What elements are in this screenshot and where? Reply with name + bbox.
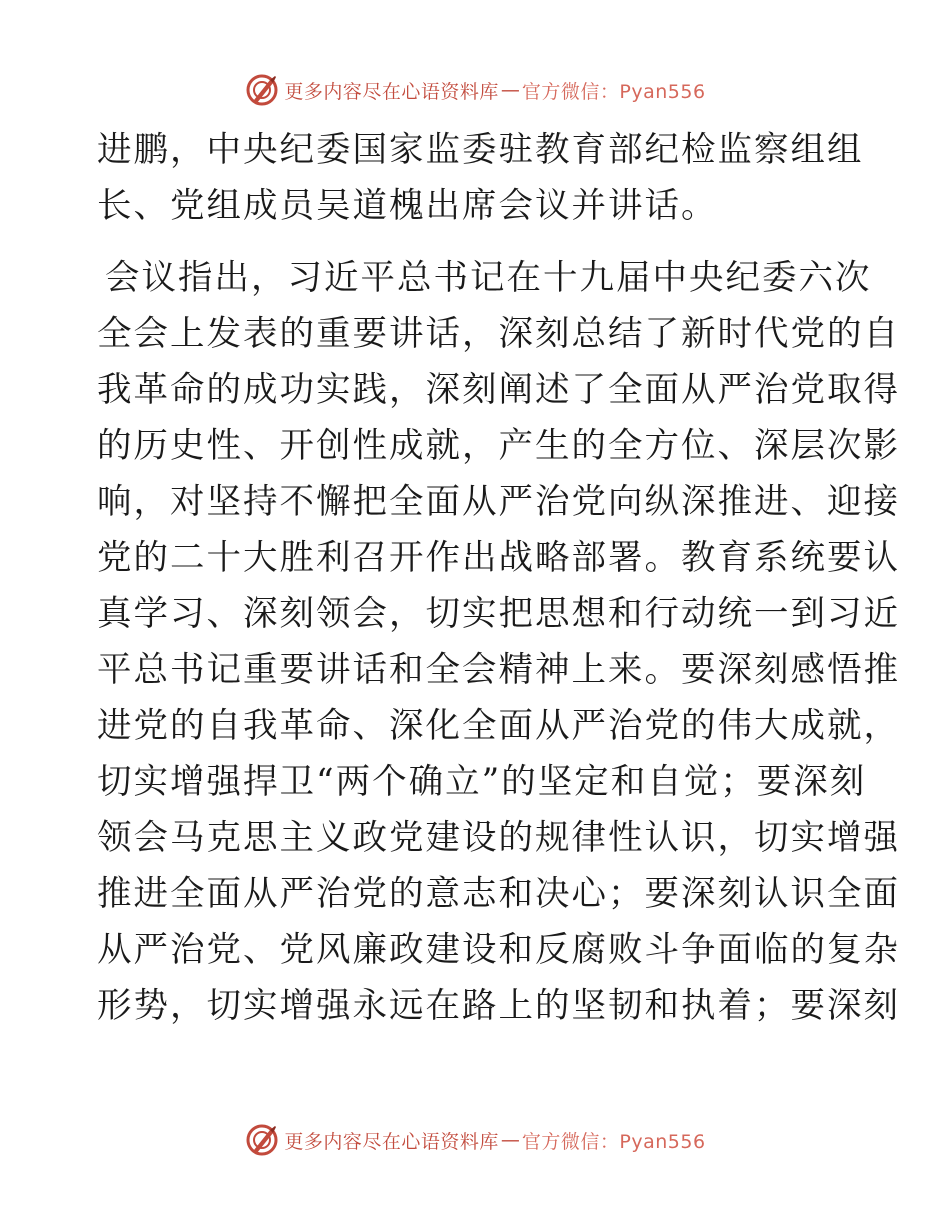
text-line: 我革命的成功实践，深刻阐述了全面从严治党取得 <box>97 370 900 410</box>
text-line: 进鹏，中央纪委国家监委驻教育部纪检监察组组 <box>97 130 864 170</box>
text-line: 响，对坚持不懈把全面从严治党向纵深推进、迎接 <box>97 482 900 522</box>
text-line: 切实增强捍卫“两个确立”的坚定和自觉；要深刻 <box>97 762 867 802</box>
text-line: 进党的自我革命、深化全面从严治党的伟大成就， <box>97 706 900 746</box>
text-line: 从严治党、党风廉政建设和反腐败斗争面临的复杂 <box>97 930 900 970</box>
banner-text: 更多内容尽在心语资料库 <box>284 1130 499 1153</box>
header-banner <box>0 70 950 110</box>
text-line: 领会马克思主义政党建设的规律性认识，切实增强 <box>97 818 900 858</box>
text-line: 形势，切实增强永远在路上的坚韧和执着；要深刻 <box>97 986 900 1026</box>
paragraph-1 <box>97 122 864 234</box>
text-line: 全会上发表的重要讲话，深刻总结了新时代党的自 <box>97 314 900 354</box>
banner-contact: 官方微信：Pyan556 <box>521 1130 706 1153</box>
logo-icon <box>244 1122 280 1158</box>
banner-separator: — <box>500 1129 520 1151</box>
banner-text: 更多内容尽在心语资料库 <box>284 80 499 103</box>
text-line: 党的二十大胜利召开作出战略部署。教育系统要认 <box>97 538 900 578</box>
document-body <box>97 122 900 1034</box>
banner-contact: 官方微信：Pyan556 <box>521 80 706 103</box>
footer-banner <box>0 1120 950 1160</box>
banner-separator: — <box>500 79 520 101</box>
paragraph-2 <box>97 250 900 1034</box>
text-line: 会议指出，习近平总书记在十九届中央纪委六次 <box>105 258 872 298</box>
logo-icon <box>244 72 280 108</box>
text-line: 平总书记重要讲话和全会精神上来。要深刻感悟推 <box>97 650 900 690</box>
text-line: 长、党组成员吴道槐出席会议并讲话。 <box>97 186 718 226</box>
text-line: 推进全面从严治党的意志和决心；要深刻认识全面 <box>97 874 900 914</box>
text-line: 真学习、深刻领会，切实把思想和行动统一到习近 <box>97 594 900 634</box>
text-line: 的历史性、开创性成就，产生的全方位、深层次影 <box>97 426 900 466</box>
